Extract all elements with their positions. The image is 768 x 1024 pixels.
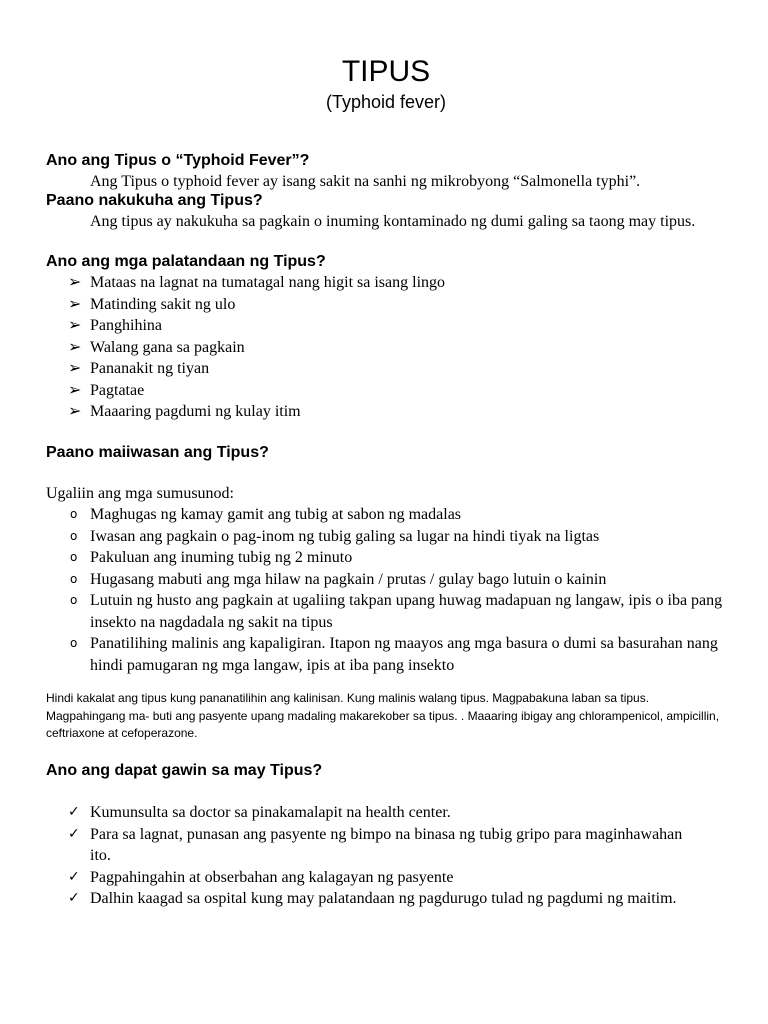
arrow-bullet-icon: ➢ — [68, 381, 82, 399]
prevent-list — [46, 504, 726, 676]
circle-bullet-icon: o — [70, 571, 78, 586]
prevent-intro: Ugaliin ang mga sumusunod: — [46, 485, 234, 502]
circle-bullet-icon: o — [70, 550, 78, 564]
page-title: TIPUS — [341, 55, 431, 88]
list-item: ➢ Mataas na lagnat na tumatagal nang higit sa isang lingo — [46, 272, 716, 294]
heading-todo: Ano ang dapat gawin sa may Tipus? — [46, 762, 323, 779]
list-item: o Maghugas ng kamay gamit ang tubig at sabon ng madalas — [46, 504, 726, 526]
list-item: ➢ Panghihina — [46, 315, 716, 337]
list-item: o Pakuluan ang inuming tubig ng 2 minuto — [46, 547, 726, 569]
check-bullet-icon: ✓ — [68, 868, 80, 885]
list-item: ✓ Pagpahingahin at obserbahan ang kalagayan ng pasyente — [46, 867, 686, 889]
list-item: ✓ Kumunsulta sa doctor sa pinakamalapit na health center. — [46, 802, 686, 824]
list-item: ➢ Pananakit ng tiyan — [46, 358, 716, 380]
paragraph-what: Ang Tipus o typhoid fever ay isang sakit na sanhi ng mikrobyong “Salmonella typhi”. — [90, 173, 641, 190]
list-item: o Iwasan ang pagkain o pag-inom ng tubig galing sa lugar na hindi tiyak na ligtas — [46, 526, 726, 548]
list-item: ➢ Matinding sakit ng ulo — [46, 294, 716, 316]
list-item: o Lutuin ng husto ang pagkain at ugaliing takpan upang huwag madapuan ng langaw, ipis o iba pang insekto na nagdadala ng sakit na tipus — [70, 592, 723, 631]
list-item: o Panatilihing malinis ang kapaligiran. Itapon ng maayos ang mga basura o dumi sa basurahan nang hindi pamugaran ng mga langaw, ipis at iba pang insekto — [70, 635, 718, 674]
arrow-bullet-icon: ➢ — [68, 338, 82, 356]
paragraph-how: Ang tipus ay nakukuha sa pagkain o inuming kontaminado ng dumi galing sa taong may tipus. — [90, 213, 696, 230]
circle-bullet-icon: o — [70, 593, 78, 607]
list-item: o Hugasang mabuti ang mga hilaw na pagkain / prutas / gulay bago lutuin o kainin — [46, 569, 726, 591]
list-item: ✓ Dalhin kaagad sa ospital kung may palatandaan ng pagdurugo tulad ng pagdumi ng maitim. — [46, 888, 686, 910]
arrow-bullet-icon: ➢ — [68, 317, 82, 334]
check-bullet-icon: ✓ — [68, 890, 80, 906]
list-item: ➢ Maaaring pagdumi ng kulay itim — [46, 401, 716, 423]
circle-bullet-icon: o — [70, 507, 78, 521]
prevention-note: Hindi kakalat ang tipus kung pananatilihin ang kalinisan. Kung malinis walang tipus. Magpabakuna laban sa tipus. Magpahingang ma- buti ang pasyente upang madaling makarekober sa tipus. . Maaaring ibigay ang chlorampenicol, ampicillin, ceftriaxone at cefoperazone. — [46, 691, 720, 740]
check-bullet-icon: ✓ — [68, 804, 80, 820]
circle-bullet-icon: o — [70, 528, 78, 543]
heading-prevent: Paano maiiwasan ang Tipus? — [46, 444, 269, 461]
arrow-bullet-icon: ➢ — [68, 360, 82, 377]
list-item: ➢ Pagtatae — [46, 380, 716, 402]
arrow-bullet-icon: ➢ — [68, 403, 82, 420]
list-item: ➢ Walang gana sa pagkain — [46, 337, 716, 359]
todo-list — [46, 802, 686, 910]
heading-what: Ano ang Tipus o “Typhoid Fever”? — [46, 152, 310, 169]
arrow-bullet-icon: ➢ — [68, 295, 82, 313]
heading-signs: Ano ang mga palatandaan ng Tipus? — [46, 253, 326, 270]
circle-bullet-icon: o — [70, 636, 78, 650]
check-bullet-icon: ✓ — [68, 825, 80, 842]
page-subtitle: (Typhoid fever) — [325, 92, 447, 112]
arrow-bullet-icon: ➢ — [68, 274, 82, 291]
list-item: ✓ Para sa lagnat, punasan ang pasyente ng bimpo na binasa ng tubig gripo para maginhawahan ito. — [68, 825, 683, 864]
signs-list — [46, 272, 716, 423]
heading-how: Paano nakukuha ang Tipus? — [46, 192, 263, 209]
